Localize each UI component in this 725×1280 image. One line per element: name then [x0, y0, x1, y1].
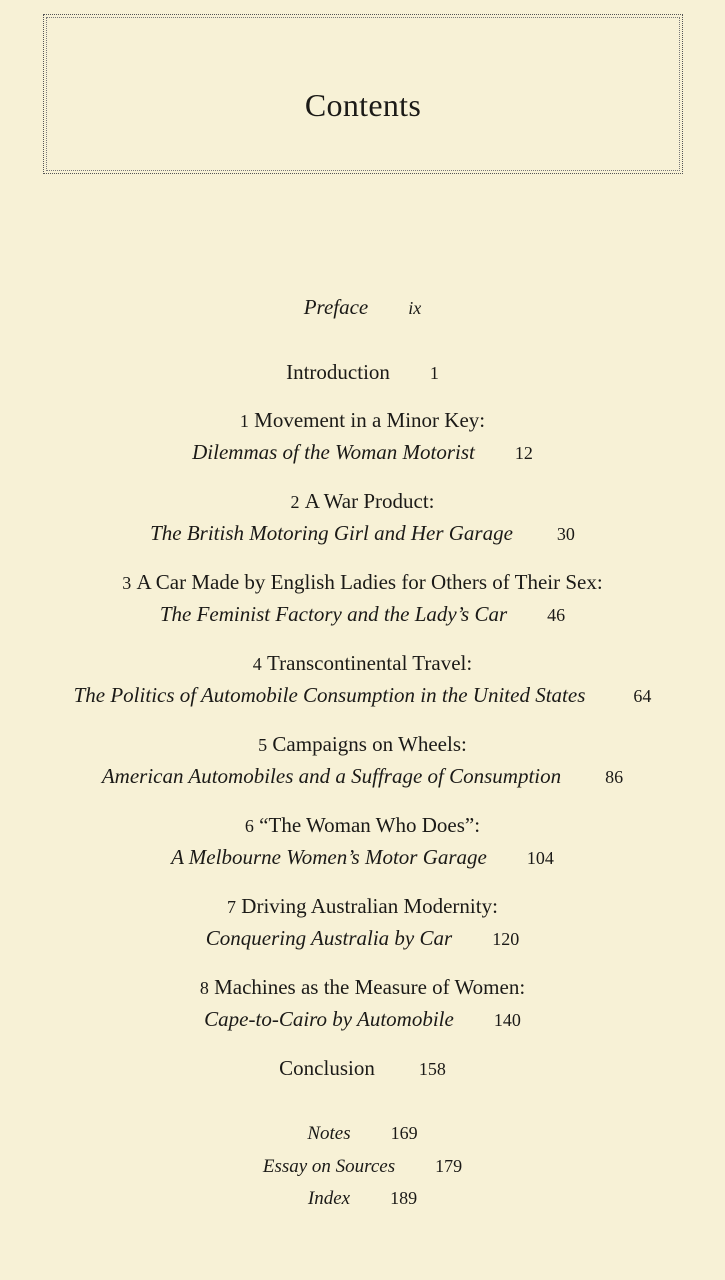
toc-label: Introduction — [286, 360, 390, 384]
toc-page-number: 64 — [633, 686, 652, 706]
toc-entry-index[interactable] — [0, 1188, 725, 1210]
toc-chapter-2-title[interactable] — [0, 489, 725, 514]
chapter-subtitle: The British Motoring Girl and Her Garage — [150, 521, 513, 545]
chapter-title: Transcontinental Travel: — [267, 651, 473, 675]
toc-chapter-7-title[interactable] — [0, 894, 725, 919]
toc-page-number: 140 — [493, 1010, 521, 1030]
toc-entry-preface[interactable] — [0, 295, 725, 320]
toc-chapter-3-subtitle[interactable] — [0, 602, 725, 627]
chapter-title: A Car Made by English Ladies for Others of Their Sex: — [136, 570, 603, 594]
toc-chapter-6-title[interactable] — [0, 813, 725, 838]
toc-page-number: 104 — [526, 848, 554, 868]
chapter-number: 5 — [258, 735, 268, 755]
chapter-title: Machines as the Measure of Women: — [214, 975, 526, 999]
chapter-title: Movement in a Minor Key: — [254, 408, 486, 432]
chapter-number: 4 — [252, 654, 262, 674]
toc-chapter-6-subtitle[interactable] — [0, 845, 725, 870]
toc-page-number: 46 — [547, 605, 566, 625]
toc-chapter-1-subtitle[interactable] — [0, 440, 725, 465]
chapter-title: Driving Australian Modernity: — [241, 894, 498, 918]
toc-page-number: 1 — [429, 363, 439, 383]
toc-page-number: 120 — [492, 929, 520, 949]
toc-page-number: 30 — [556, 524, 575, 544]
toc-label: Conclusion — [279, 1056, 375, 1080]
toc-page-number: 189 — [390, 1188, 418, 1208]
chapter-subtitle: American Automobiles and a Suffrage of Consumption — [101, 764, 562, 788]
chapter-number: 6 — [244, 816, 254, 836]
toc-page-number: 12 — [514, 443, 533, 463]
toc-label: Notes — [307, 1123, 351, 1144]
chapter-title: Campaigns on Wheels: — [272, 732, 467, 756]
toc-page-number: 158 — [418, 1059, 446, 1079]
chapter-number: 8 — [199, 978, 209, 998]
chapter-subtitle: Dilemmas of the Woman Motorist — [192, 440, 475, 464]
toc-label: Index — [307, 1188, 351, 1209]
chapter-number: 2 — [290, 492, 300, 512]
chapter-number: 7 — [227, 897, 237, 917]
toc-chapter-4-title[interactable] — [0, 651, 725, 676]
chapter-subtitle: A Melbourne Women’s Motor Garage — [171, 845, 487, 869]
toc-chapter-5-title[interactable] — [0, 732, 725, 757]
toc-label: Preface — [303, 295, 369, 319]
toc-chapter-1-title[interactable] — [0, 408, 725, 433]
toc-label: Essay on Sources — [262, 1156, 396, 1177]
toc-page-number: 169 — [390, 1123, 418, 1143]
chapter-number: 1 — [239, 411, 249, 431]
contents-title-box — [43, 14, 683, 174]
toc-chapter-4-subtitle[interactable] — [0, 683, 725, 708]
toc-entry-essay-on-sources[interactable] — [0, 1156, 725, 1178]
page-title: Contents — [304, 87, 422, 123]
chapter-subtitle: Conquering Australia by Car — [205, 926, 453, 950]
toc-chapter-8-title[interactable] — [0, 975, 725, 1000]
toc-chapter-2-subtitle[interactable] — [0, 521, 725, 546]
toc-chapter-5-subtitle[interactable] — [0, 764, 725, 789]
chapter-subtitle: Cape-to-Cairo by Automobile — [204, 1007, 454, 1031]
toc-page-number: 179 — [435, 1156, 463, 1176]
chapter-number: 3 — [122, 573, 132, 593]
chapter-subtitle: The Politics of Automobile Consumption in the United States — [73, 683, 586, 707]
toc-chapter-7-subtitle[interactable] — [0, 926, 725, 951]
chapter-subtitle: The Feminist Factory and the Lady’s Car — [159, 602, 508, 626]
toc-chapter-8-subtitle[interactable] — [0, 1007, 725, 1032]
toc-entry-introduction[interactable] — [0, 360, 725, 385]
chapter-title: A War Product: — [304, 489, 435, 513]
toc-chapter-3-title[interactable] — [0, 570, 725, 595]
toc-page-number: ix — [408, 298, 422, 318]
toc-entry-notes[interactable] — [0, 1123, 725, 1145]
toc-entry-conclusion[interactable] — [0, 1056, 725, 1081]
chapter-title: “The Woman Who Does”: — [259, 813, 481, 837]
toc-page-number: 86 — [605, 767, 624, 787]
